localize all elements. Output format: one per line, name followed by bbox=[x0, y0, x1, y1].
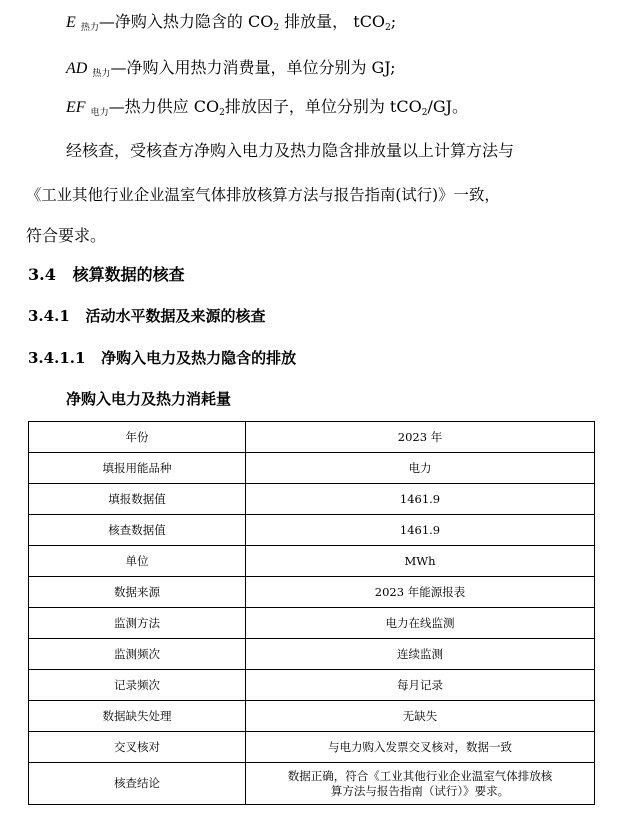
symbol-subscript: 热力 bbox=[80, 23, 99, 33]
co2-subscript: 2 bbox=[385, 23, 391, 33]
row-value: 2023 年 bbox=[246, 422, 595, 453]
table-row bbox=[29, 701, 595, 732]
row-label: 监测频次 bbox=[29, 639, 246, 670]
row-label: 年份 bbox=[29, 422, 246, 453]
heading-3-4-1 bbox=[28, 305, 265, 326]
heading-text: 活动水平数据及来源的核查 bbox=[85, 307, 266, 325]
row-label: 填报用能品种 bbox=[29, 453, 246, 484]
row-value: 电力在线监测 bbox=[246, 608, 595, 639]
row-value: 每月记录 bbox=[246, 670, 595, 701]
symbol: E bbox=[66, 14, 76, 31]
row-label: 交叉核对 bbox=[29, 732, 246, 763]
row-value: 与电力购入发票交叉核对，数据一致 bbox=[246, 732, 595, 763]
co2-subscript: 2 bbox=[421, 108, 428, 118]
row-value-line-2: 算方法与报告指南（试行）》要求。 bbox=[330, 783, 510, 798]
row-value: MWh bbox=[246, 546, 595, 577]
row-label: 单位 bbox=[29, 546, 246, 577]
row-label: 数据来源 bbox=[29, 577, 246, 608]
heading-number: 3.4 bbox=[28, 265, 56, 284]
table-row bbox=[29, 484, 595, 515]
row-value: 无缺失 bbox=[246, 701, 595, 732]
row-value: 连续监测 bbox=[246, 639, 595, 670]
definition-text: —净购入用热力消费量，单位分别为 GJ; bbox=[110, 58, 396, 77]
row-value bbox=[246, 763, 595, 805]
symbol: EF bbox=[66, 99, 86, 116]
definition-text-3: ; bbox=[390, 12, 397, 31]
row-label: 填报数据值 bbox=[29, 484, 246, 515]
row-label: 核查数据值 bbox=[29, 515, 246, 546]
table-row bbox=[29, 515, 595, 546]
co2-subscript: 2 bbox=[273, 23, 280, 33]
definition-text-2: 排放量， tCO bbox=[284, 12, 386, 31]
symbol: AD bbox=[66, 60, 88, 77]
consumption-table bbox=[28, 421, 595, 805]
row-label: 记录频次 bbox=[29, 670, 246, 701]
row-value-line-1: 数据正确，符合《工业其他行业企业温室气体排放核 bbox=[287, 768, 553, 783]
row-value: 1461.9 bbox=[246, 484, 595, 515]
heading-3-4 bbox=[28, 262, 185, 285]
table-row bbox=[29, 732, 595, 763]
row-value: 1461.9 bbox=[246, 515, 595, 546]
table-row bbox=[29, 453, 595, 484]
row-label: 数据缺失处理 bbox=[29, 701, 246, 732]
row-value: 电力 bbox=[246, 453, 595, 484]
symbol-subscript: 电力 bbox=[90, 108, 109, 118]
definition-e-heat bbox=[66, 11, 396, 39]
table-row bbox=[29, 763, 595, 805]
table-row bbox=[29, 422, 595, 453]
definition-text-3: /GJ。 bbox=[427, 97, 469, 116]
heading-number: 3.4.1.1 bbox=[28, 349, 86, 367]
paragraph-line-3: 符合要求。 bbox=[26, 226, 107, 245]
heading-text: 核算数据的核查 bbox=[72, 265, 185, 284]
table-row bbox=[29, 670, 595, 701]
heading-number: 3.4.1 bbox=[28, 307, 70, 325]
row-label: 核查结论 bbox=[29, 763, 246, 805]
paragraph-line-2: 《工业其他行业企业温室气体排放核算方法与报告指南(试行)》一致， bbox=[26, 186, 500, 204]
co2-subscript: 2 bbox=[219, 108, 225, 118]
definition-ef-power bbox=[66, 96, 468, 124]
table-caption: 净购入电力及热力消耗量 bbox=[66, 390, 232, 408]
table-row bbox=[29, 577, 595, 608]
definition-ad-heat bbox=[66, 57, 395, 85]
row-value: 2023 年能源报表 bbox=[246, 577, 595, 608]
definition-text-2: 排放因子，单位分别为 tCO bbox=[224, 97, 422, 116]
table-row bbox=[29, 639, 595, 670]
table-row bbox=[29, 546, 595, 577]
table-row bbox=[29, 608, 595, 639]
row-label: 监测方法 bbox=[29, 608, 246, 639]
definition-text: —热力供应 CO bbox=[108, 97, 220, 116]
definition-text: —净购入热力隐含的 CO bbox=[98, 12, 274, 31]
symbol-subscript: 热力 bbox=[92, 69, 111, 79]
heading-3-4-1-1 bbox=[28, 347, 296, 368]
paragraph-line-1: 经核查，受核查方净购入电力及热力隐含排放量以上计算方法与 bbox=[66, 141, 515, 160]
heading-text: 净购入电力及热力隐含的排放 bbox=[101, 349, 297, 367]
